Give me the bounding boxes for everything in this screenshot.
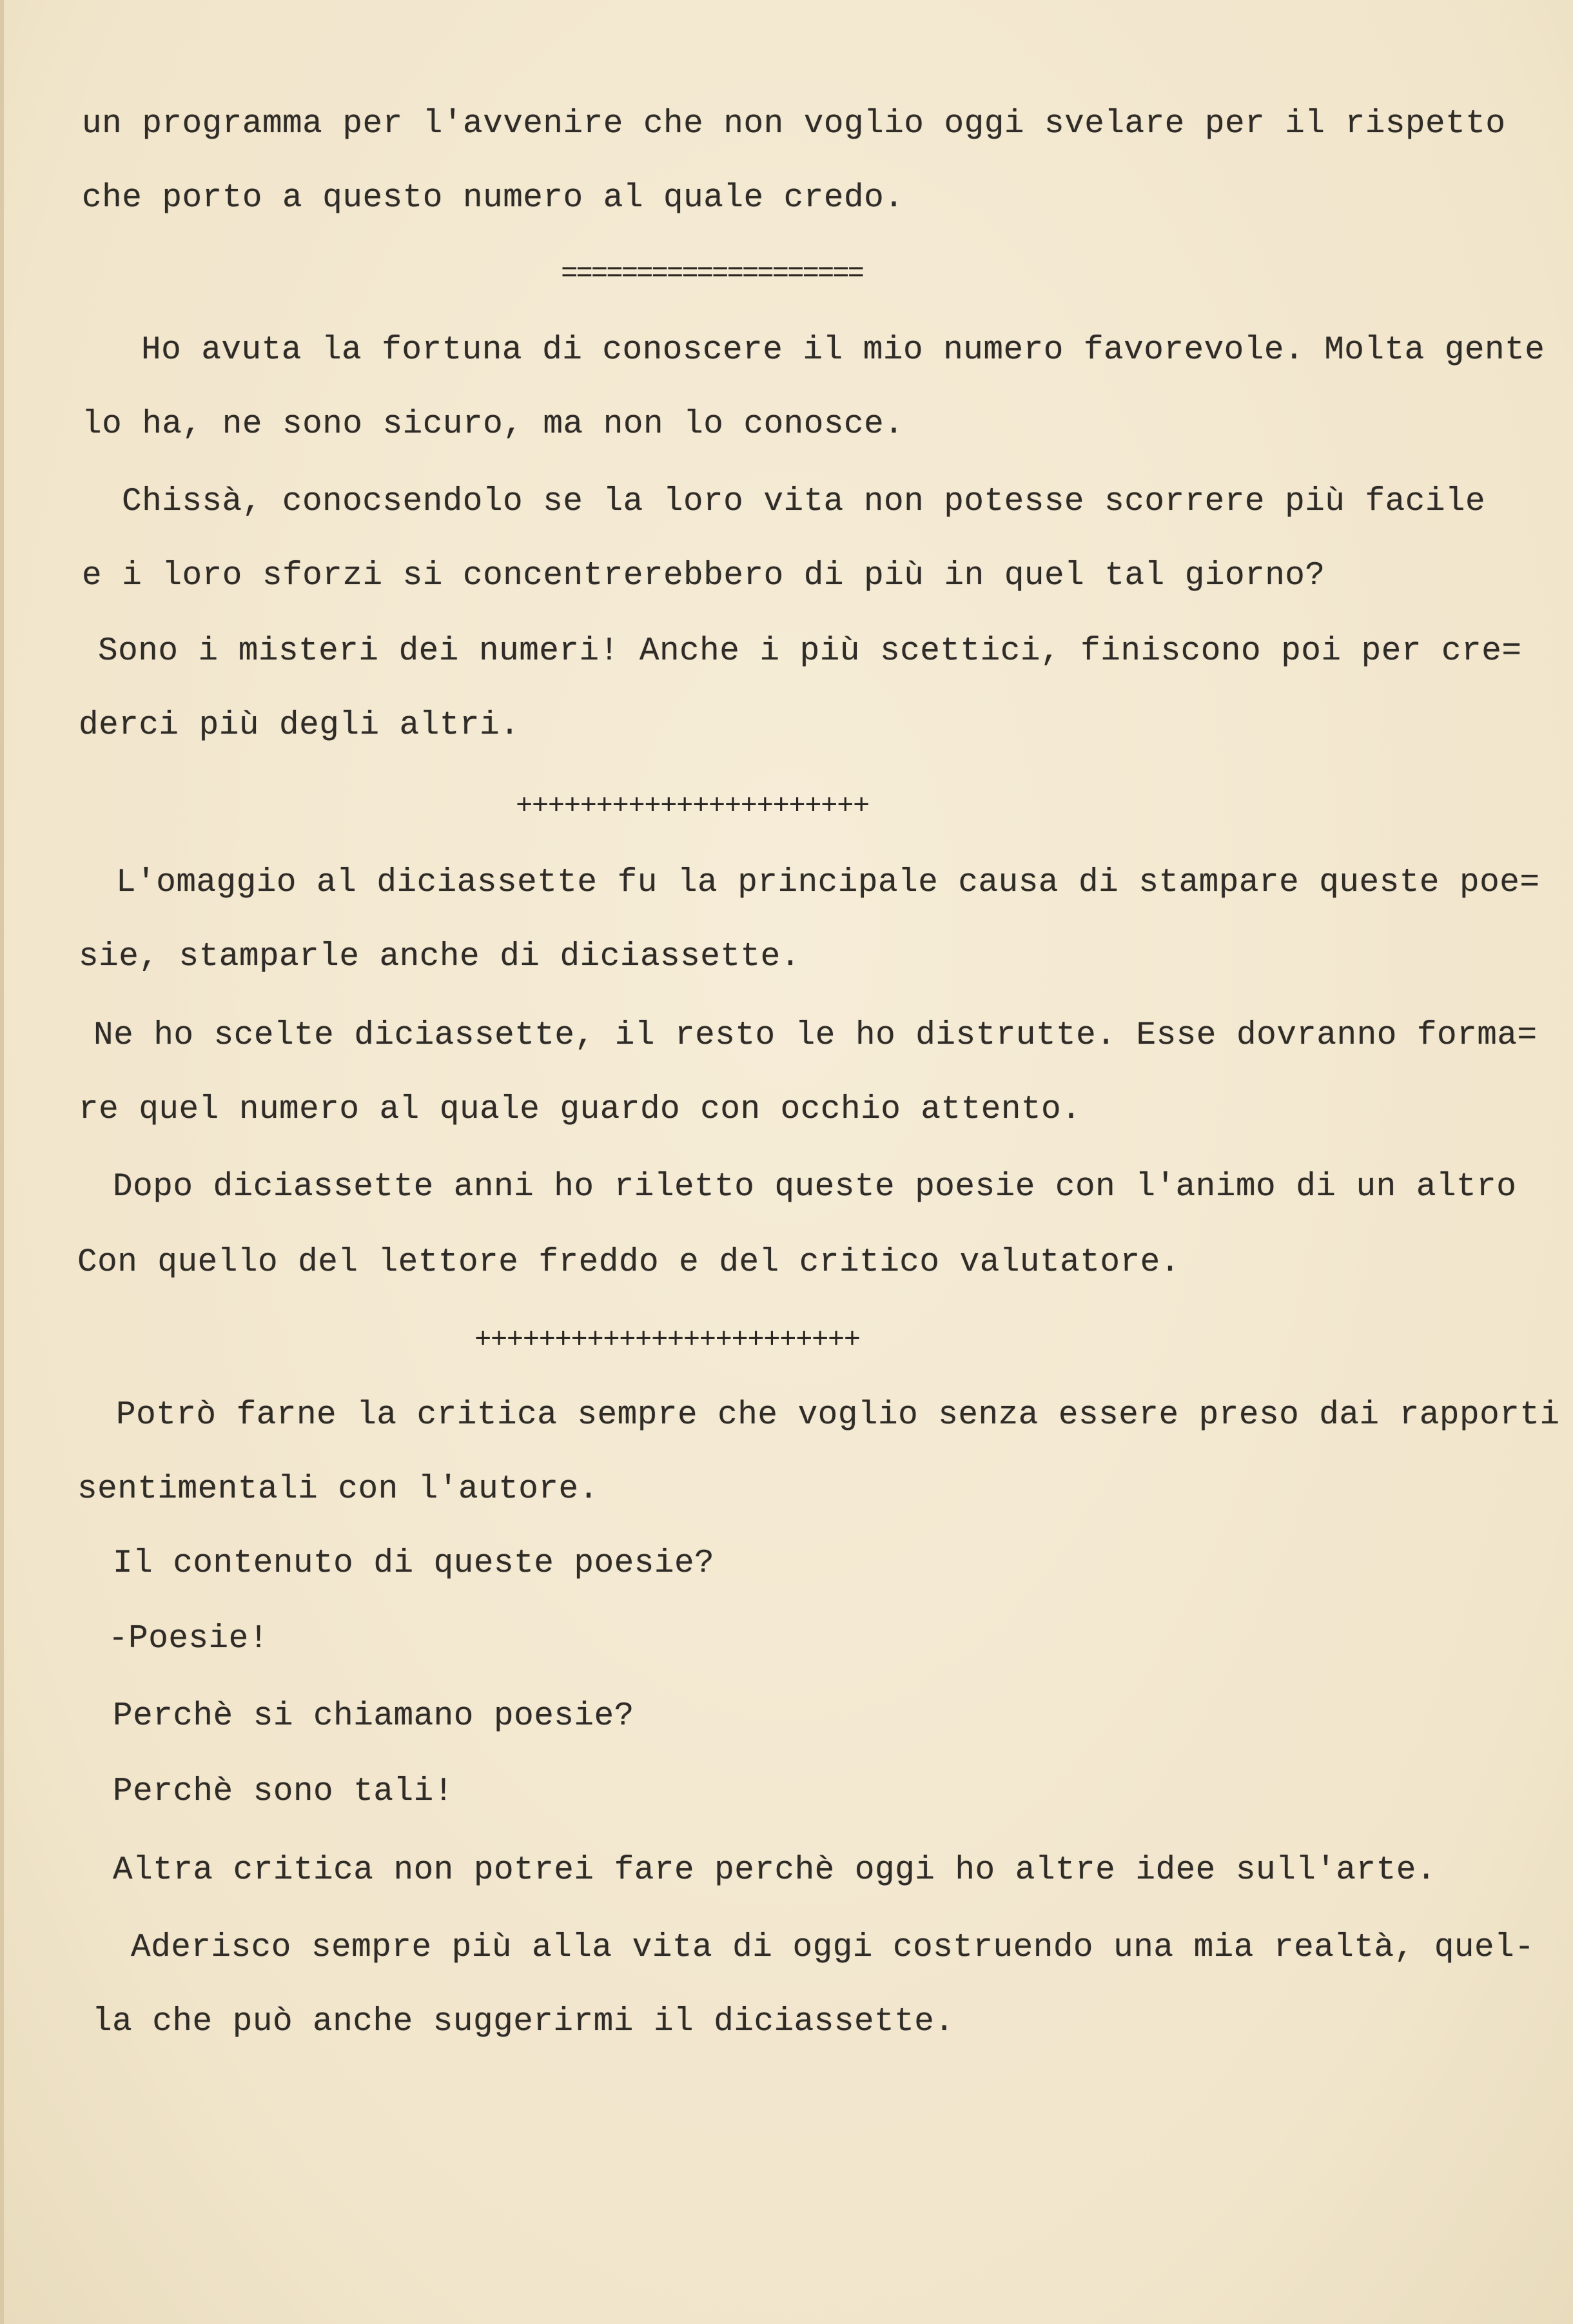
text-line: Ho avuta la fortuna di conoscere il mio numero favorevole. Molta gente <box>141 332 1545 369</box>
text-line: la che può anche suggerirmi il diciassette. <box>92 2004 955 2040</box>
text-line: e i loro sforzi si concentrerebbero di più in quel tal giorno? <box>82 558 1325 594</box>
text-line: Ne ho scelte diciassette, il resto le ho distrutte. Esse dovranno forma= <box>93 1017 1538 1054</box>
separator-equals: ==================== <box>561 258 863 290</box>
text-line: Con quello del lettore freddo e del critico valutatore. <box>77 1244 1180 1281</box>
text-line: un programma per l'avvenire che non voglio oggi svelare per il rispetto <box>82 106 1506 142</box>
page-edge <box>0 0 4 2324</box>
text-line: L'omaggio al diciassette fu la principale causa di stampare queste poe= <box>116 864 1540 901</box>
separator-plus: ++++++++++++++++++++++++ <box>474 1324 860 1356</box>
text-line: Altra critica non potrei fare perchè oggi ho altre idee sull'arte. <box>113 1852 1436 1889</box>
text-line: -Poesie! <box>108 1621 269 1657</box>
text-line: Chissà, conocsendolo se la loro vita non potesse scorrere più facile <box>122 483 1486 520</box>
text-line: Sono i misteri dei numeri! Anche i più scettici, finiscono poi per cre= <box>98 633 1522 670</box>
text-line: sentimentali con l'autore. <box>77 1471 599 1508</box>
text-line: Potrò farne la critica sempre che voglio senza essere preso dai rapporti <box>116 1397 1560 1434</box>
text-line: Perchè sono tali! <box>113 1773 454 1810</box>
text-line: Perchè si chiamano poesie? <box>113 1698 634 1735</box>
text-line: Aderisco sempre più alla vita di oggi costruendo una mia realtà, quel- <box>131 1929 1535 1966</box>
text-line: sie, stamparle anche di diciassette. <box>79 939 801 975</box>
text-line: Dopo diciassette anni ho riletto queste poesie con l'animo di un altro <box>113 1169 1517 1206</box>
text-line: derci più degli altri. <box>79 707 520 744</box>
text-line: Il contenuto di queste poesie? <box>113 1545 715 1582</box>
text-line: re quel numero al quale guardo con occhio attento. <box>79 1091 1082 1128</box>
text-line: lo ha, ne sono sicuro, ma non lo conosce. <box>82 406 904 443</box>
separator-plus: ++++++++++++++++++++++ <box>516 790 869 823</box>
text-line: che porto a questo numero al quale credo. <box>82 180 904 217</box>
